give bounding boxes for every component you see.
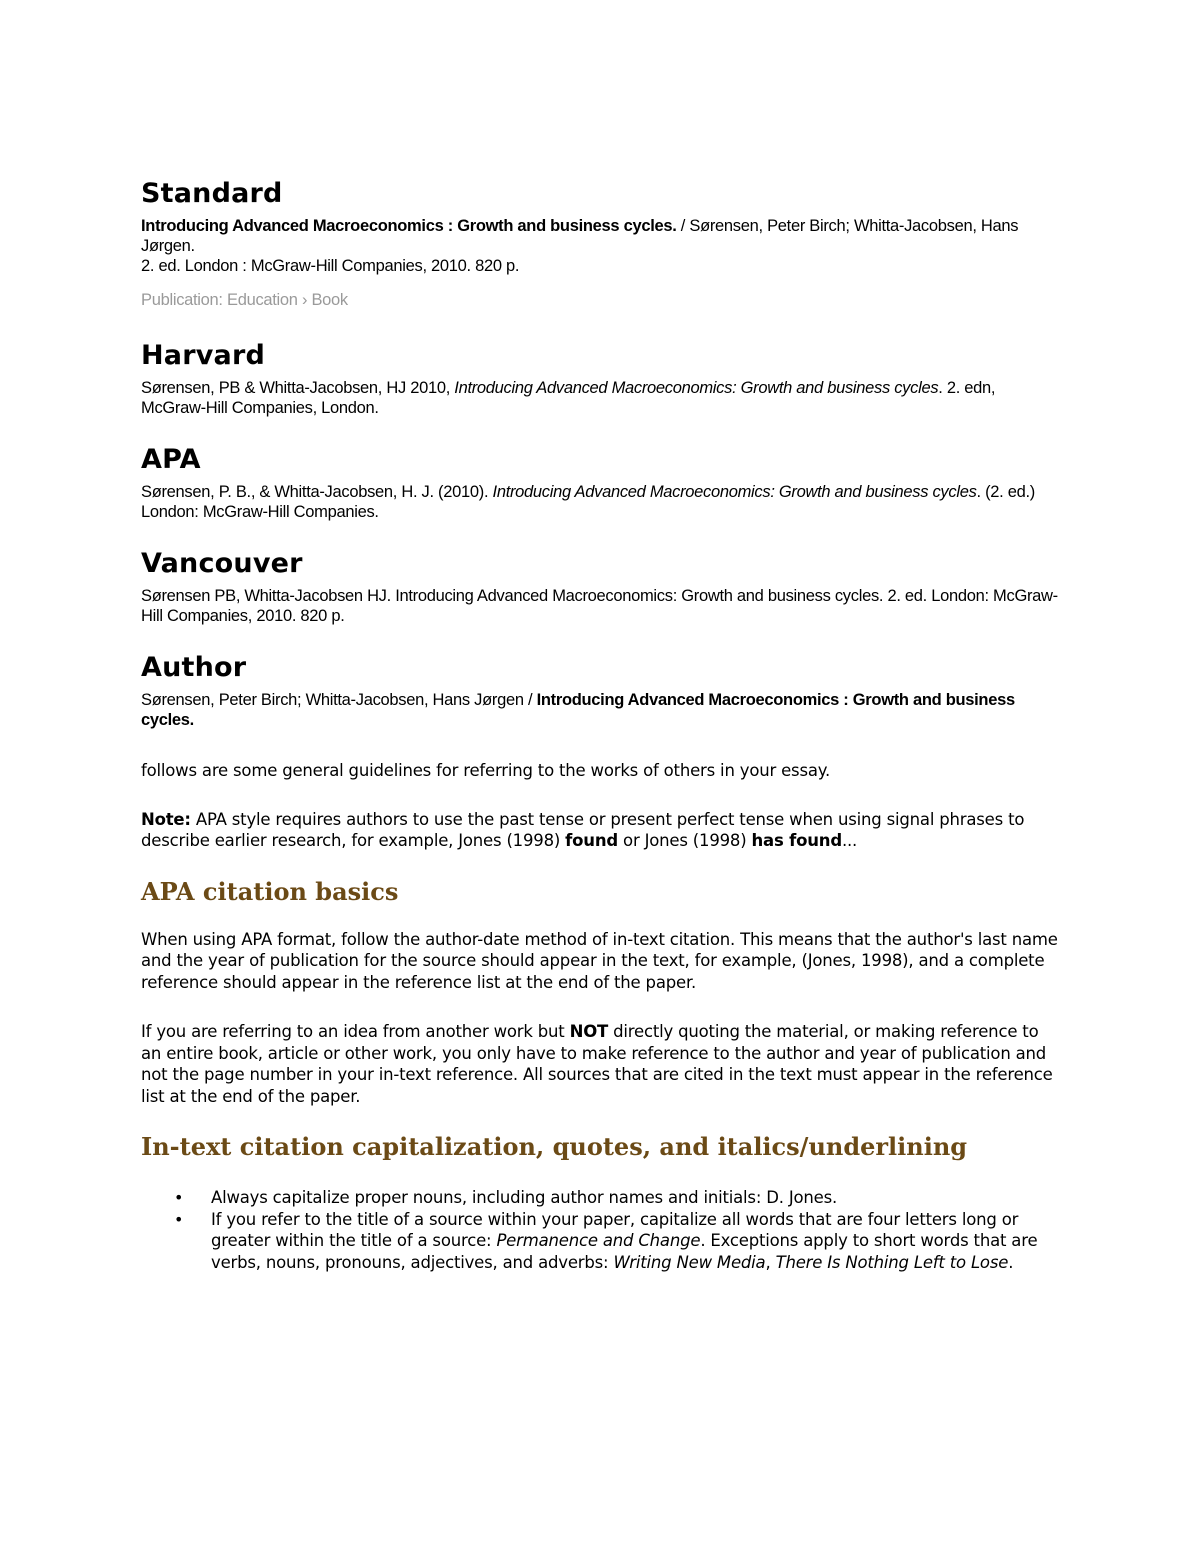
- heading-apa-citation-basics: APA citation basics: [141, 876, 399, 906]
- note-paragraph: [141, 809, 1061, 852]
- harvard-authors: Sørensen, PB & Whitta-Jacobsen, HJ 2010,: [141, 379, 455, 397]
- standard-authors: / Sørensen, Peter Birch; Whitta-Jacobsen, Hans Jørgen.: [141, 217, 1019, 255]
- author-title: Introducing Advanced Macroeconomics : Growth and business cycles.: [141, 691, 1015, 729]
- heading-standard: Standard: [141, 178, 283, 209]
- publication-label: Publication: Education: [141, 291, 298, 309]
- publication-type: Book: [311, 291, 348, 309]
- bullet-comma: ,: [765, 1252, 776, 1272]
- heading-apa: APA: [141, 444, 201, 475]
- basics-p2-end: directly quoting the material, or making reference to an entire book, article or other work, you only have to make reference to the author and year of publication and not the page number in your in-text reference. All sources that are cited in the text must appear in the reference list at the end of the paper.: [141, 1022, 1053, 1106]
- bullet-period: .: [1008, 1252, 1014, 1272]
- harvard-title: Introducing Advanced Macroeconomics: Growth and business cycles: [454, 379, 939, 397]
- heading-in-text-citation: In-text citation capitalization, quotes, and italics/underlining: [141, 1132, 968, 1161]
- heading-author: Author: [141, 652, 247, 683]
- bullet-text: Always capitalize proper nouns, including author names and initials: D. Jones.: [211, 1188, 838, 1207]
- note-found: found: [565, 831, 618, 850]
- note-has-found: has found: [751, 831, 842, 850]
- intro-paragraph: follows are some general guidelines for referring to the works of others in your essay.: [141, 761, 831, 780]
- basics-p2-start: If you are referring to an idea from another work but: [141, 1022, 570, 1041]
- basics-paragraph-2: [141, 1021, 1061, 1107]
- vancouver-citation: Sørensen PB, Whitta-Jacobsen HJ. Introducing Advanced Macroeconomics: Growth and business cycles. 2. ed. London: McGraw-Hill Companies, 2010. 820 p.: [141, 587, 1058, 625]
- list-item: [174, 1209, 1061, 1274]
- publication-breadcrumb: [141, 290, 1061, 310]
- standard-edition: 2. ed. London : McGraw-Hill Companies, 2010. 820 p.: [141, 257, 520, 275]
- bullet-icon: •: [174, 1209, 184, 1229]
- apa-title: Introducing Advanced Macroeconomics: Growth and business cycles: [492, 483, 977, 501]
- bullet-text-mid: . Exceptions apply to short words that are verbs, nouns, pronouns, adjectives, and adverbs:: [211, 1231, 1038, 1272]
- basics-paragraph-1: When using APA format, follow the author-date method of in-text citation. This means that the author's last name and the year of publication for the source should appear in the text, for example, (Jones, 1998), and a complete reference should appear in the reference list at the end of the paper.: [141, 929, 1058, 992]
- note-label: Note:: [141, 809, 191, 829]
- list-item: [174, 1187, 1061, 1209]
- note-text-2: or Jones (1998): [618, 831, 752, 850]
- harvard-citation: [141, 378, 1061, 418]
- example-title-3: There Is Nothing Left to Lose: [775, 1252, 1009, 1272]
- apa-citation: [141, 482, 1061, 522]
- heading-harvard: Harvard: [141, 340, 265, 371]
- basics-p2-not: NOT: [569, 1022, 609, 1041]
- breadcrumb-separator: ›: [297, 291, 312, 309]
- note-ellipsis: ...: [841, 831, 858, 850]
- heading-vancouver: Vancouver: [141, 548, 303, 579]
- example-title-1: Permanence and Change: [496, 1231, 701, 1250]
- apa-authors: Sørensen, P. B., & Whitta-Jacobsen, H. J. (2010).: [141, 483, 493, 501]
- example-title-2: Writing New Media: [613, 1252, 766, 1272]
- apa-rest: . (2. ed.) London: McGraw-Hill Companies.: [141, 483, 1035, 521]
- standard-citation: [141, 216, 1061, 276]
- standard-title: Introducing Advanced Macroeconomics : Growth and business cycles.: [141, 217, 677, 235]
- bullet-icon: •: [174, 1188, 184, 1207]
- harvard-rest: . 2. edn, McGraw-Hill Companies, London.: [141, 379, 996, 417]
- author-names: Sørensen, Peter Birch; Whitta-Jacobsen, Hans Jørgen /: [141, 691, 537, 709]
- bullet-text: If you refer to the title of a source within your paper, capitalize all words that are four letters long or greater within the title of a source:: [211, 1209, 1019, 1250]
- capitalization-list: [141, 1187, 1061, 1273]
- note-text: APA style requires authors to use the past tense or present perfect tense when using signal phrases to describe earlier research, for example, Jones (1998): [141, 809, 1025, 850]
- document-page: [141, 178, 1061, 1273]
- author-citation: [141, 690, 1061, 730]
